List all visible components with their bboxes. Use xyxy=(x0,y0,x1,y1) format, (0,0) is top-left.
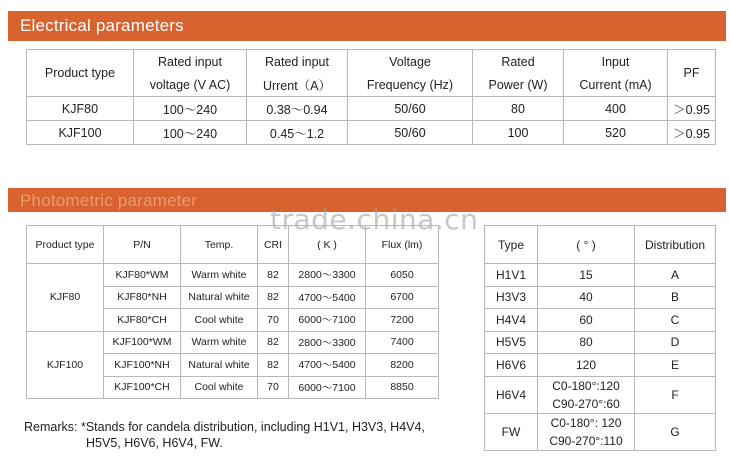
header-flux: Flux (lm) xyxy=(366,226,439,264)
header-type: Type xyxy=(485,226,538,264)
cell: 50/60 xyxy=(348,121,473,145)
cell: 6700 xyxy=(366,286,439,309)
cell: 4700～5400 xyxy=(289,286,366,309)
header-k: ( K ) xyxy=(289,226,366,264)
cell: 100～240 xyxy=(134,97,247,121)
cell: H6V4 xyxy=(485,376,538,413)
cell: 0.45～1.2 xyxy=(247,121,348,145)
cell: E xyxy=(635,354,716,377)
angle-line: C0-180°:120 xyxy=(552,378,620,393)
cell: 70 xyxy=(258,309,289,332)
cell: ＞0.95 xyxy=(668,121,716,145)
cell: KJF100 xyxy=(27,121,134,145)
table-row xyxy=(27,121,716,145)
cell: F xyxy=(635,376,716,413)
cell: KJF100*CH xyxy=(104,376,181,399)
angle-line: C90-270°:110 xyxy=(549,433,623,448)
header-power: Rated xyxy=(473,50,564,74)
table-row xyxy=(485,331,716,354)
cell: 70 xyxy=(258,376,289,399)
electrical-table xyxy=(26,49,716,145)
cell: 82 xyxy=(258,354,289,377)
header-voltage: Rated input xyxy=(134,50,247,74)
cell: Natural white xyxy=(181,354,258,377)
product-cell: KJF100 xyxy=(27,331,104,399)
table-row xyxy=(485,286,716,309)
cell: 2800～3300 xyxy=(289,331,366,354)
header-temp: Temp. xyxy=(181,226,258,264)
cell: 400 xyxy=(564,97,668,121)
cell: KJF100*WM xyxy=(104,331,181,354)
cell: D xyxy=(635,331,716,354)
cell: H5V5 xyxy=(485,331,538,354)
cell xyxy=(538,376,635,413)
cell: 80 xyxy=(538,331,635,354)
photometric-table xyxy=(26,225,439,399)
header-angle: ( ° ) xyxy=(538,226,635,264)
cell: 7400 xyxy=(366,331,439,354)
cell: H4V4 xyxy=(485,309,538,332)
cell: 0.38～0.94 xyxy=(247,97,348,121)
cell: B xyxy=(635,286,716,309)
cell xyxy=(538,413,635,450)
cell: 50/60 xyxy=(348,97,473,121)
table-row xyxy=(485,264,716,287)
distribution-table xyxy=(484,225,716,451)
header-input-current-unit: Current (mA) xyxy=(564,73,668,97)
photometric-title-text: Photometric parameter xyxy=(20,191,198,210)
cell: 82 xyxy=(258,264,289,287)
angle-line: C0-180°: 120 xyxy=(550,415,622,430)
product-cell: KJF80 xyxy=(27,264,104,332)
remarks-line-2: H5V5, H6V6, H6V4, FW. xyxy=(86,436,223,450)
table-row xyxy=(485,309,716,332)
cell: G xyxy=(635,413,716,450)
angle-line: C90-270°:60 xyxy=(552,396,620,411)
remarks-line-1: Remarks: *Stands for candela distribution, including H1V1, H3V3, H4V4, xyxy=(24,420,425,434)
header-power-unit: Power (W) xyxy=(473,73,564,97)
header-product-type: Product type xyxy=(27,50,134,97)
cell: KJF80 xyxy=(27,97,134,121)
header-current: Rated input xyxy=(247,50,348,74)
cell: 6000～7100 xyxy=(289,309,366,332)
cell: 2800～3300 xyxy=(289,264,366,287)
header-frequency-unit: Frequency (Hz) xyxy=(348,73,473,97)
remarks xyxy=(24,419,464,451)
header-current-unit: Urrent（A） xyxy=(247,73,348,97)
header-cri: CRI xyxy=(258,226,289,264)
header-pf: PF xyxy=(668,50,716,97)
cell: 15 xyxy=(538,264,635,287)
cell: Warm white xyxy=(181,264,258,287)
cell: C xyxy=(635,309,716,332)
cell: KJF100*NH xyxy=(104,354,181,377)
cell: A xyxy=(635,264,716,287)
cell: Cool white xyxy=(181,309,258,332)
cell: 120 xyxy=(538,354,635,377)
cell: 520 xyxy=(564,121,668,145)
cell: 82 xyxy=(258,331,289,354)
cell: Cool white xyxy=(181,376,258,399)
cell: 100 xyxy=(473,121,564,145)
cell: 100～240 xyxy=(134,121,247,145)
cell: 40 xyxy=(538,286,635,309)
cell: 80 xyxy=(473,97,564,121)
cell: 82 xyxy=(258,286,289,309)
cell: KJF80*NH xyxy=(104,286,181,309)
table-row xyxy=(485,413,716,450)
cell: 60 xyxy=(538,309,635,332)
header-voltage-unit: voltage (V AC) xyxy=(134,73,247,97)
header-frequency: Voltage xyxy=(348,50,473,74)
cell: 8200 xyxy=(366,354,439,377)
table-row xyxy=(27,264,439,287)
cell: 7200 xyxy=(366,309,439,332)
table-row xyxy=(27,331,439,354)
table-row xyxy=(27,97,716,121)
cell: 6050 xyxy=(366,264,439,287)
cell: H3V3 xyxy=(485,286,538,309)
header-input-current: Input xyxy=(564,50,668,74)
cell: KJF80*CH xyxy=(104,309,181,332)
cell: 8850 xyxy=(366,376,439,399)
table-row xyxy=(485,376,716,413)
table-row xyxy=(485,354,716,377)
cell: KJF80*WM xyxy=(104,264,181,287)
cell: Warm white xyxy=(181,331,258,354)
cell: 4700～5400 xyxy=(289,354,366,377)
watermark: trade.china.cn xyxy=(270,203,479,236)
header-distribution: Distribution xyxy=(635,226,716,264)
header-pn: P/N xyxy=(104,226,181,264)
header-product-type: Product type xyxy=(27,226,104,264)
cell: 6000～7100 xyxy=(289,376,366,399)
cell: ＞0.95 xyxy=(668,97,716,121)
cell: H6V6 xyxy=(485,354,538,377)
cell: H1V1 xyxy=(485,264,538,287)
electrical-section-title: Electrical parameters xyxy=(8,11,726,41)
cell: FW xyxy=(485,413,538,450)
cell: Natural white xyxy=(181,286,258,309)
